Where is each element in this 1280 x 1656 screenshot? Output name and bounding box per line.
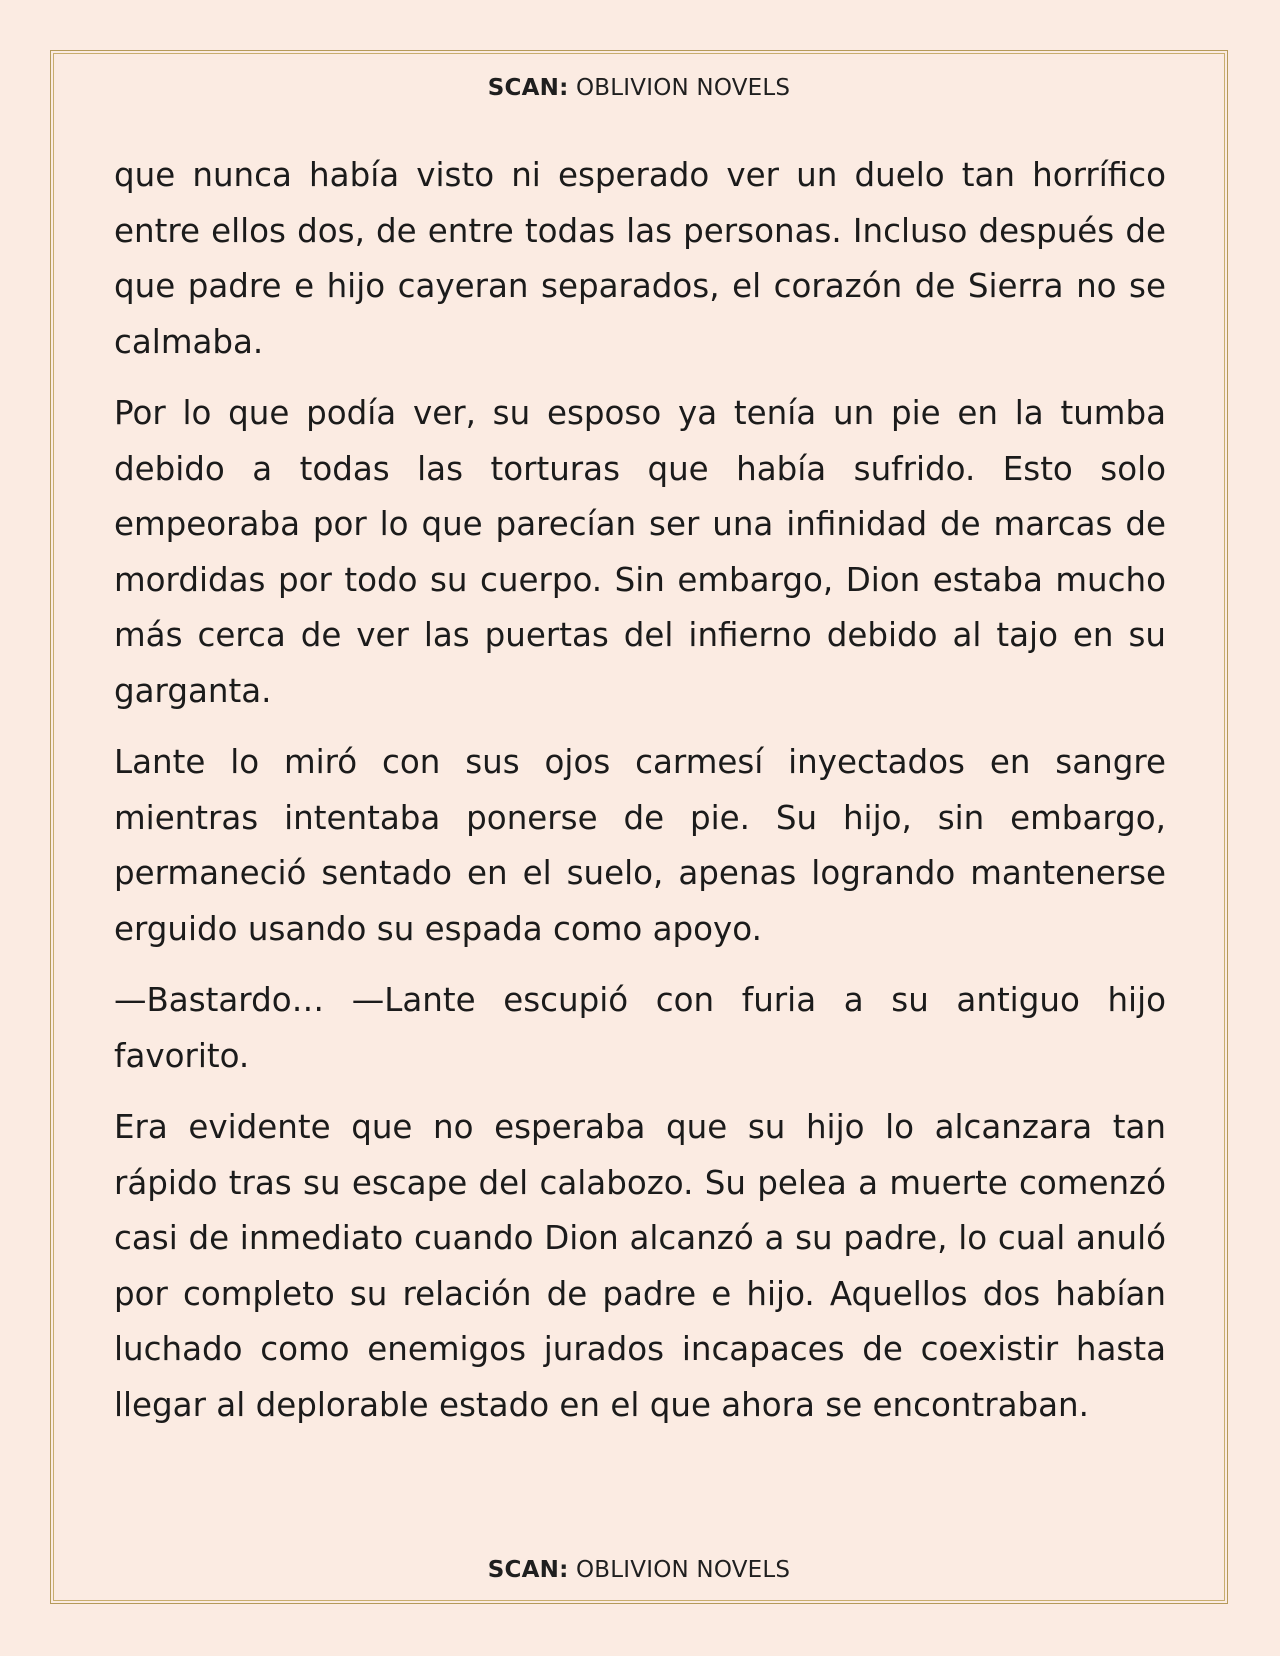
scan-header-label: SCAN: xyxy=(487,75,569,101)
scan-footer xyxy=(51,1557,1227,1583)
scan-header-value: OBLIVION NOVELS xyxy=(576,75,791,101)
scan-header xyxy=(51,75,1227,101)
paragraph-3: Lante lo miró con sus ojos carmesí inyectados en sangre mientras intentaba ponerse de pie. Su hijo, sin embargo, permaneció sentado en el suelo, apenas logrando mantenerse erguido usando su espada como apoyo. xyxy=(114,743,1166,948)
body-text xyxy=(114,148,1166,1449)
scan-footer-value: OBLIVION NOVELS xyxy=(576,1557,791,1583)
paragraph-2: Por lo que podía ver, su esposo ya tenía un pie en la tumba debido a todas las torturas que había sufrido. Esto solo empeoraba por lo que parecían ser una infinidad de marcas de mordidas por todo su cuerpo. Sin embargo, Dion estaba mucho más cerca de ver las puertas del infierno debido al tajo en su garganta. xyxy=(114,394,1166,710)
page-frame xyxy=(50,50,1228,1604)
paragraph-5: Era evidente que no esperaba que su hijo lo alcanzara tan rápido tras su escape del calabozo. Su pelea a muerte comenzó casi de inmediato cuando Dion alcanzó a su padre, lo cual anuló por completo su relación de padre e hijo. Aquellos dos habían luchado como enemigos jurados incapaces de coexistir hasta llegar al deplorable estado en el que ahora se encontraban. xyxy=(114,1108,1166,1424)
scan-footer-label: SCAN: xyxy=(487,1557,569,1583)
paragraph-4: —Bastardo… —Lante escupió con furia a su antiguo hijo favorito. xyxy=(114,981,1166,1075)
paragraph-1: que nunca había visto ni esperado ver un duelo tan horrífico entre ellos dos, de entre todas las personas. Incluso después de que padre e hijo cayeran separados, el corazón de Sierra no se calmaba. xyxy=(114,156,1166,361)
